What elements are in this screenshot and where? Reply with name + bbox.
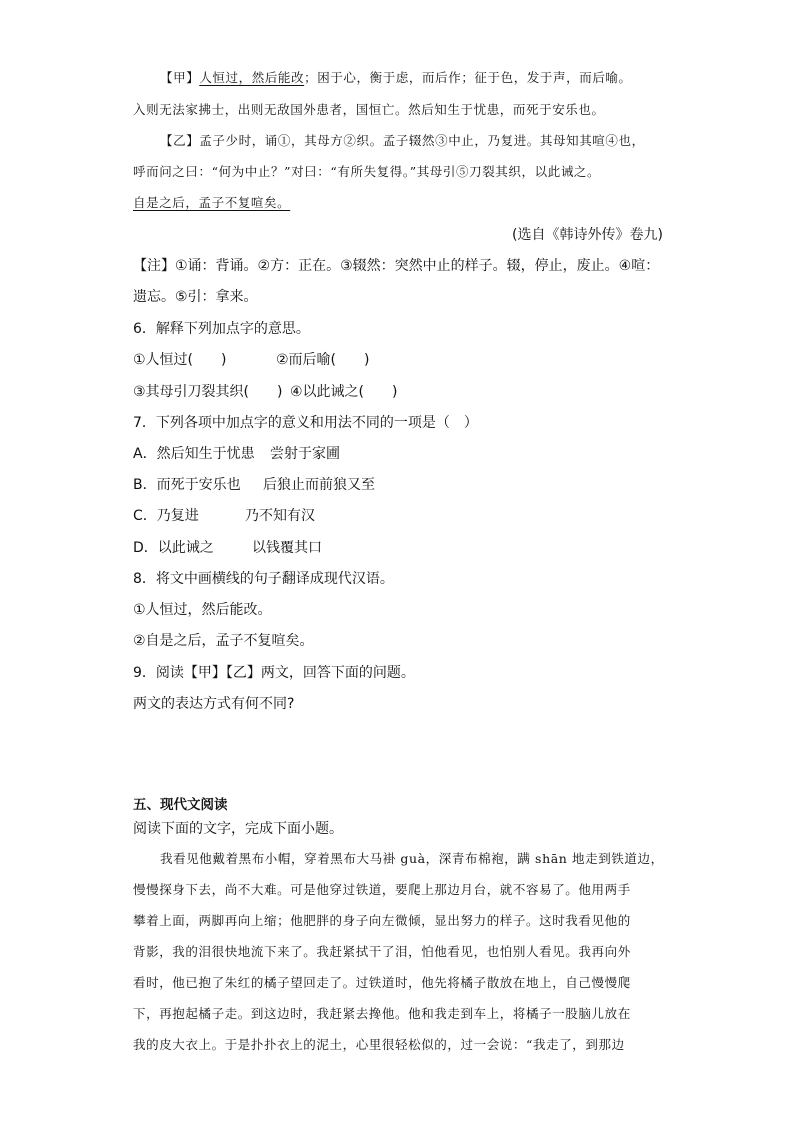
question-7-option-a: A．然后知生于忧患 bbox=[133, 446, 255, 462]
source-citation: (选自《韩诗外传》卷九) bbox=[512, 227, 663, 243]
question-7-option-b-compare: 后狼止而前狼又至 bbox=[263, 477, 375, 493]
question-6-item-2: ②而后喻( ) bbox=[276, 352, 370, 368]
reading-paragraph-line-7: 我的皮大衣上。于是扑扑衣上的泥土，心里很轻松似的，过一会说：“我走了，到那边 bbox=[133, 1037, 625, 1052]
question-7-title: 7．下列各项中加点字的意义和用法不同的一项是（ ） bbox=[133, 415, 478, 431]
note-line-2: 遗忘。⑤引：拿来。 bbox=[133, 289, 258, 305]
question-7-option-a-compare: 尝射于家圃 bbox=[270, 446, 340, 462]
passage-yi-line-1: 【乙】孟子少时，诵①，其母方②织。孟子辍然③中止，乃复进。其母知其喧④也， bbox=[160, 133, 645, 148]
reading-paragraph-line-3: 攀着上面，两脚再向上缩；他肥胖的身子向左微倾，显出努力的样子。这时我看见他的 bbox=[133, 913, 631, 928]
reading-paragraph-line-4: 背影，我的泪很快地流下来了。我赶紧拭干了泪，怕他看见，也怕别人看见。我再向外 bbox=[133, 944, 631, 959]
question-9-title: 9．阅读【甲】【乙】两文，回答下面的问题。 bbox=[133, 665, 415, 681]
question-7-option-c: C．乃复进 bbox=[133, 508, 199, 524]
question-7-option-c-compare: 乃不知有汉 bbox=[245, 508, 315, 524]
passage-jia-line-1 bbox=[160, 68, 632, 86]
section-5-heading: 五、现代文阅读 bbox=[133, 797, 228, 813]
section-5-instruction: 阅读下面的文字，完成下面小题。 bbox=[133, 821, 343, 837]
reading-paragraph-line-1: 我看见他戴着黑布小帽，穿着黑布大马褂 guà，深青布棉袍，蹒 shān 地走到铁道边， bbox=[160, 851, 664, 866]
reading-paragraph-line-5: 看时，他已抱了朱红的橘子望回走了。过铁道时，他先将橘子散放在地上，自己慢慢爬 bbox=[133, 975, 631, 990]
question-9-text: 两文的表达方式有何不同? bbox=[133, 696, 295, 712]
question-8-item-1: ①人恒过，然后能改。 bbox=[133, 602, 272, 618]
passage-jia-line-1-rest: ；困于心，衡于虑，而后作；征于色，发于声，而后喻。 bbox=[304, 70, 632, 85]
question-6-item-4: ④以此诫之( ) bbox=[290, 384, 398, 400]
reading-paragraph-line-2: 慢慢探身下去，尚不大难。可是他穿过铁道，要爬上那边月台，就不容易了。他用两手 bbox=[133, 882, 631, 897]
passage-jia-label: 【甲】 bbox=[160, 70, 200, 85]
passage-yi-underlined-sentence: 自是之后，孟子不复喧矣。 bbox=[133, 195, 291, 210]
note-line-1: 【注】①诵：背诵。②方：正在。③辍然：突然中止的样子。辍，停止，废止。④喧： bbox=[133, 258, 660, 274]
passage-yi-line-2: 呼而问之曰：“何为中止？”对曰：“有所失复得。”其母引⑤刀裂其织，以此诫之。 bbox=[133, 164, 601, 179]
passage-jia-line-2: 入则无法家拂士，出则无敌国外患者，国恒亡。然后知生于忧患，而死于安乐也。 bbox=[133, 102, 605, 117]
question-8-title: 8．将文中画横线的句子翻译成现代汉语。 bbox=[133, 571, 394, 587]
question-7-option-d-compare: 以钱覆其口 bbox=[252, 540, 322, 556]
question-6-item-1: ①人恒过( ) bbox=[133, 352, 227, 368]
question-6-item-3: ③其母引刀裂其织( ) bbox=[133, 384, 283, 400]
passage-jia-underlined-sentence: 人恒过，然后能改 bbox=[199, 70, 305, 85]
reading-paragraph-line-6: 下，再抱起橘子走。到这边时，我赶紧去搀他。他和我走到车上，将橘子一股脑儿放在 bbox=[133, 1006, 631, 1021]
question-6-title: 6．解释下列加点字的意思。 bbox=[133, 321, 310, 337]
question-7-option-d: D．以此诫之 bbox=[133, 540, 214, 556]
question-8-item-2: ②自是之后，孟子不复喧矣。 bbox=[133, 633, 314, 649]
question-7-option-b: B．而死于安乐也 bbox=[133, 477, 241, 493]
